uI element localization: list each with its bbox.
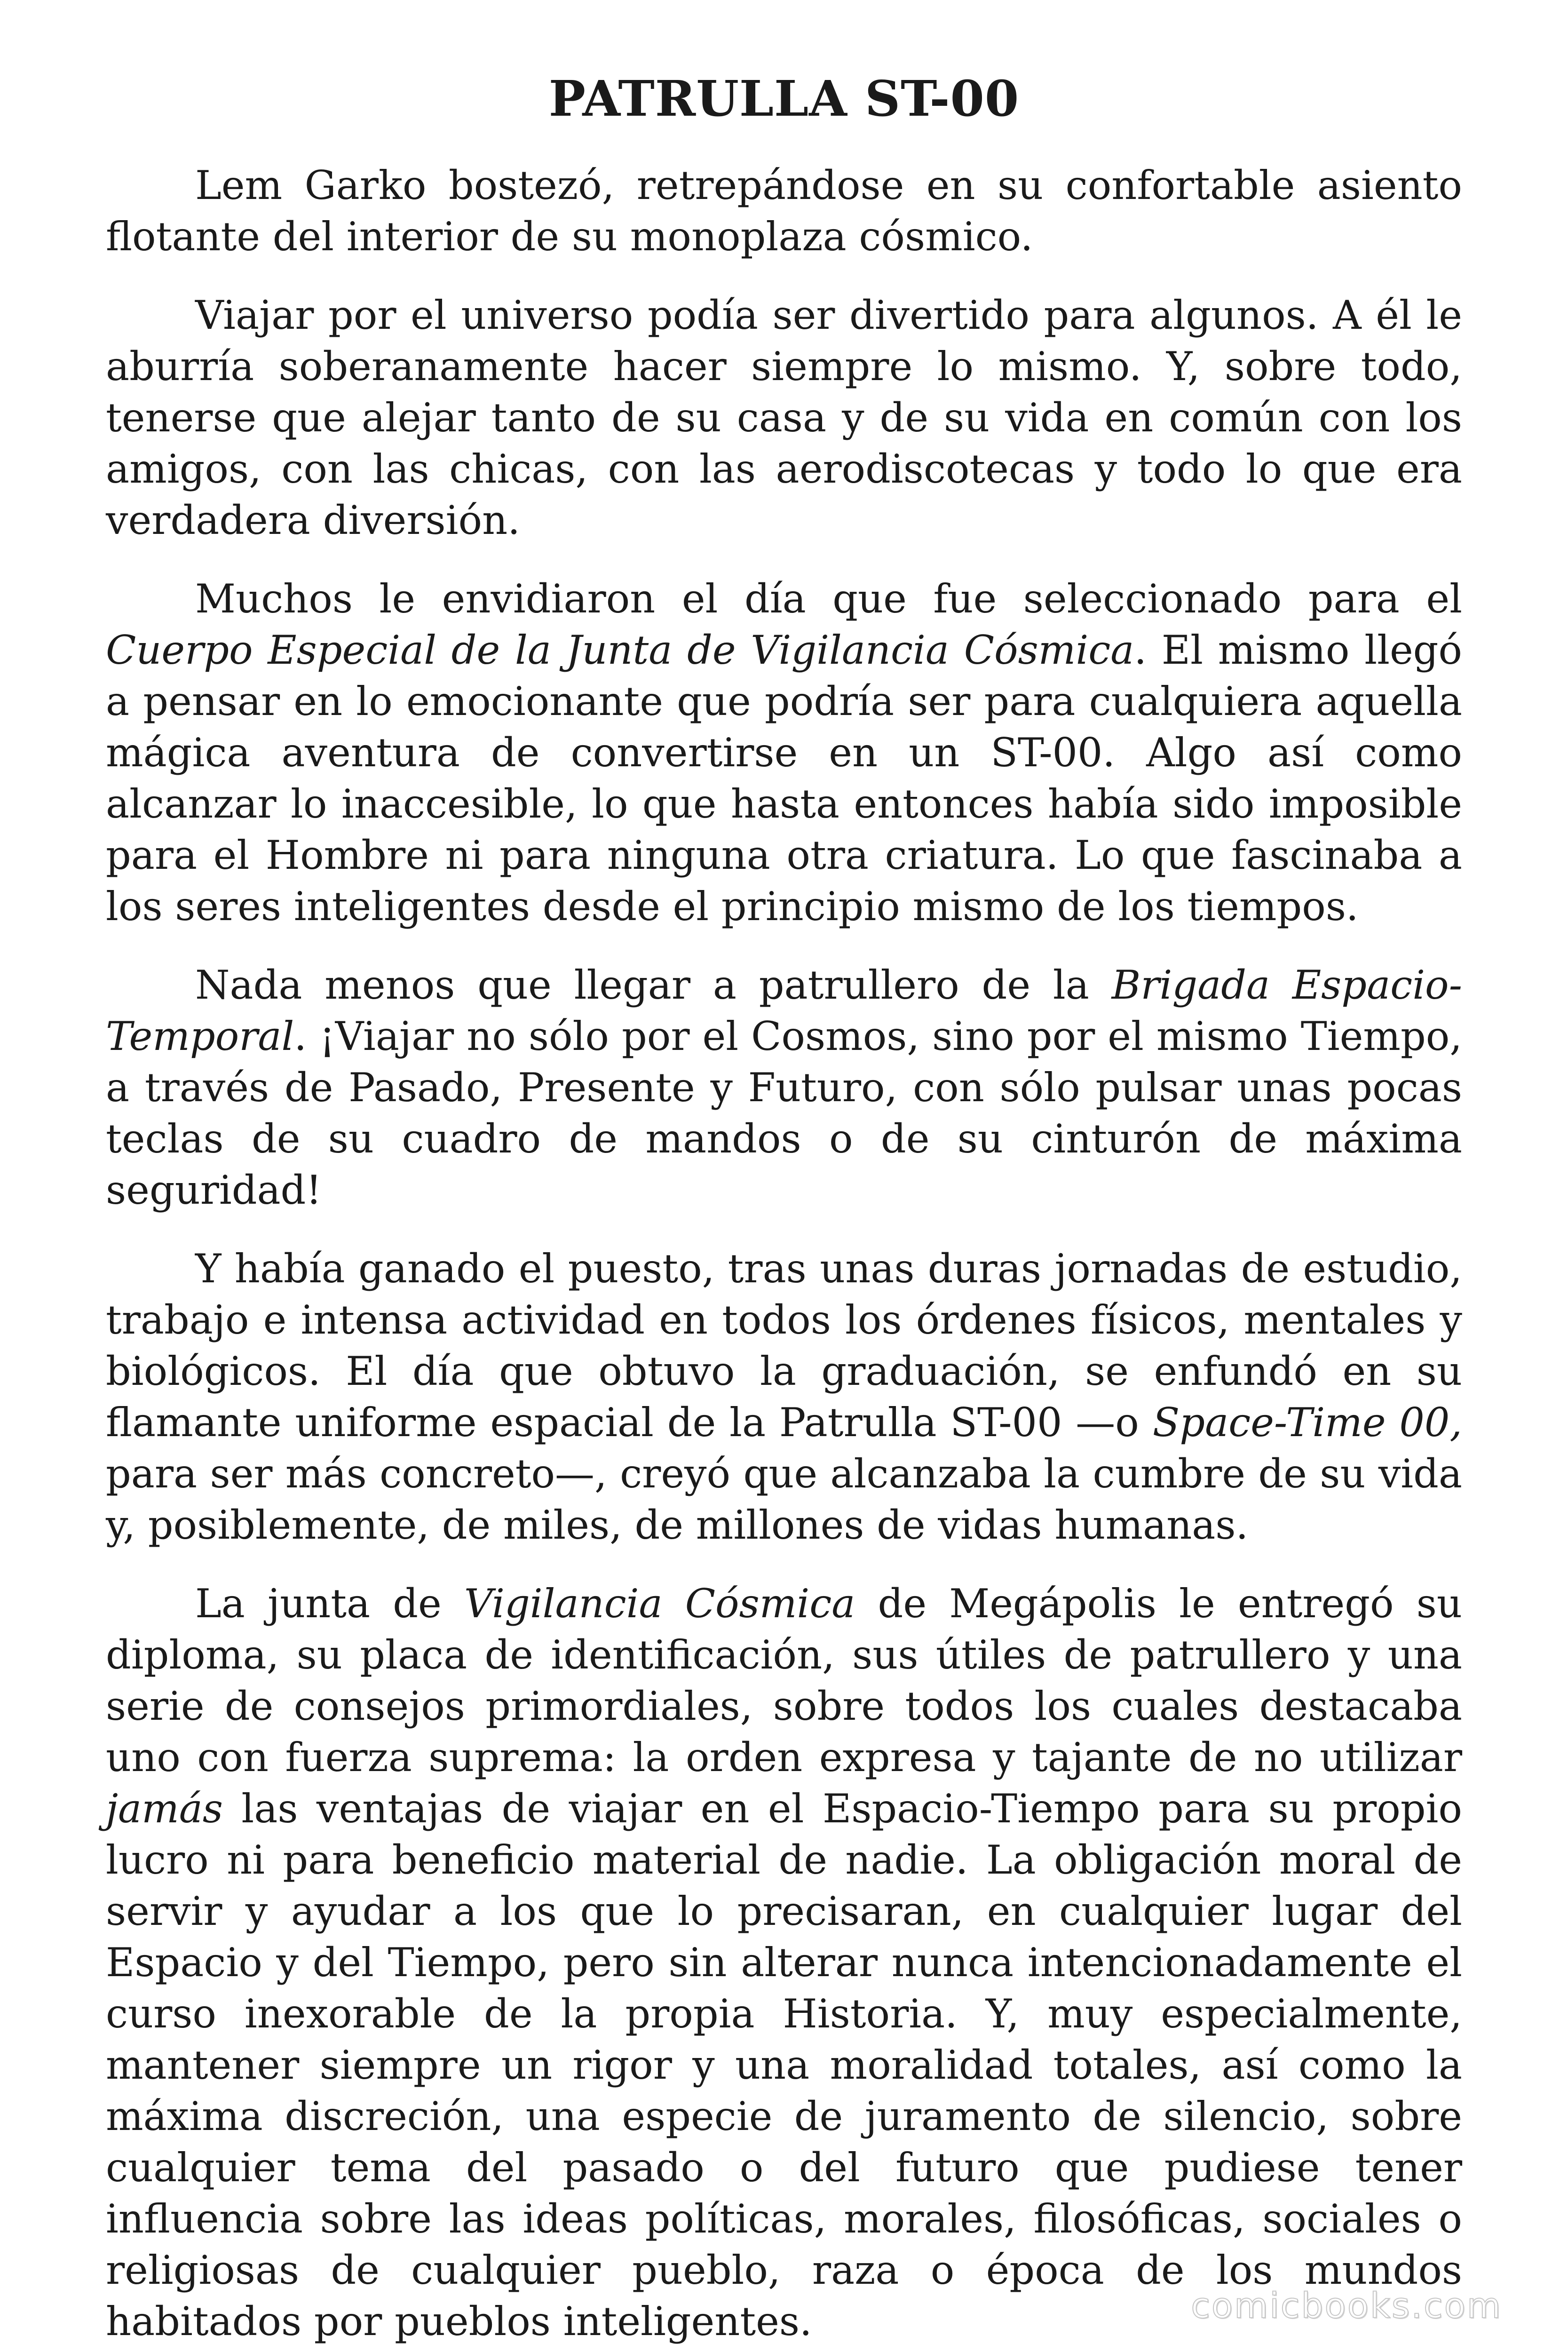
text-run: Viajar por el universo podía ser divertido para algunos. A él le aburría soberanamente hacer siempre lo mismo. Y, sobre todo, tenerse que alejar tanto de su casa y de su vida en común con los amigos, con las chicas, con las aerodiscotecas y todo lo que era verdadera diversión.: [106, 292, 1462, 543]
text-run: las ventajas de viajar en el Espacio-Tiempo para su propio lucro ni para beneficio material de nadie. La obligación moral de servir y ayudar a los que lo precisaran, en cualquier lugar del Espacio y del Tiempo, pero sin alterar nunca intencionadamente el curso inexorable de la propia Historia. Y, muy especialmente, mantener siempre un rigor y una moralidad totales, así como la máxima discreción, una especie de juramento de silencio, sobre cualquier tema del pasado o del futuro que pudiese tener influencia sobre las ideas políticas, morales, filosóficas, sociales o religiosas de cualquier pueblo, raza o época de los mundos habitados por pueblos inteligentes.: [106, 1786, 1462, 2344]
text-run: Y había ganado el puesto, tras unas duras jornadas de estudio, trabajo e intensa actividad en todos los órdenes físicos, mentales y biológicos. El día que obtuvo la graduación, se enfundó en su flamante uniforme espacial de la Patrulla ST-00 —o: [106, 1246, 1462, 1446]
text-run: . El mismo llegó a pensar en lo emocionante que podría ser para cualquiera aquella mágica aventura de convertirse en un ST-00. Algo así como alcanzar lo inaccesible, lo que hasta entonces había sido imposible para el Hombre ni para ninguna otra criatura. Lo que fascinaba a los seres inteligentes desde el principio mismo de los tiempos.: [106, 627, 1463, 930]
italic-text-run: Space-Time 00,: [1152, 1399, 1462, 1446]
watermark-text: comicbooks.com: [1191, 2286, 1502, 2326]
paragraph: [106, 1578, 1462, 2347]
italic-text-run: Vigilancia Cósmica: [464, 1581, 855, 1627]
text-run: La junta de: [195, 1581, 464, 1627]
italic-text-run: Cuerpo Especial de la Junta de Vigilancia Cósmica: [106, 627, 1134, 673]
paragraph: [106, 290, 1462, 546]
paragraph: [106, 960, 1462, 1216]
text-run: . ¡Viajar no sólo por el Cosmos, sino por el mismo Tiempo, a través de Pasado, Presente y Futuro, con sólo pulsar unas pocas teclas de su cuadro de mandos o de su cinturón de máxima seguridad!: [106, 1013, 1462, 1213]
paragraph: [106, 573, 1462, 932]
book-page: [106, 66, 1462, 2352]
text-run: Lem Garko bostezó, retrepándose en su confortable asiento flotante del interior de su monoplaza cósmico.: [106, 162, 1462, 260]
text-run: Nada menos que llegar a patrullero de la: [195, 962, 1112, 1008]
text-run: para ser más concreto—, creyó que alcanzaba la cumbre de su vida y, posiblemente, de miles, de millones de vidas humanas.: [106, 1451, 1462, 1548]
paragraph: [106, 1243, 1462, 1551]
italic-text-run: jamás: [106, 1786, 223, 1832]
chapter-title: PATRULLA ST-00: [548, 70, 1020, 127]
text-run: Muchos le envidiaron el día que fue seleccionado para el: [195, 576, 1462, 622]
paragraph: [106, 160, 1462, 262]
text-run: de Megápolis le entregó su diploma, su placa de identificación, sus útiles de patrullero y una serie de consejos primordiales, sobre todos los cuales destacaba uno con fuerza suprema: la orden expresa y tajante de no utilizar: [106, 1581, 1462, 1780]
italic-text-run: Brigada Espacio-Temporal: [106, 962, 1463, 1059]
